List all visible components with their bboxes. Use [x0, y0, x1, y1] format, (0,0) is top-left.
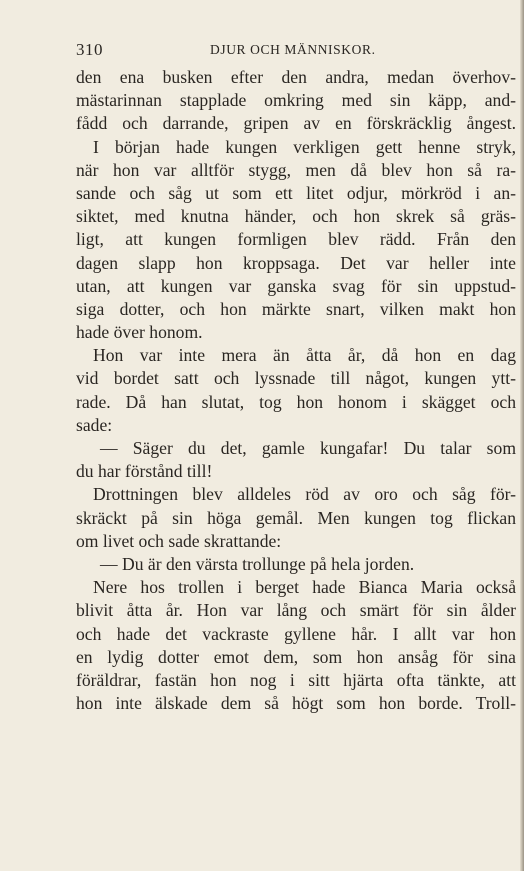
text-line: vid bordet satt och lyssnade till något, kungen ytt- [76, 368, 516, 389]
text-line: siktet, med knutna händer, och hon skrek så gräs- [76, 206, 516, 227]
text-line: en lydig dotter emot dem, som hon ansåg för sina [76, 646, 516, 667]
text-line: Hon var inte mera än åtta år, då hon en dag [93, 345, 516, 366]
text-line: — Säger du det, gamle kungafar! Du talar som [100, 438, 516, 458]
text-line: du har förstånd till! [76, 461, 213, 482]
text-line: I början hade kungen verkligen gett henne stryk, [93, 136, 516, 157]
text-line: hon inte älskade dem så högt som hon borde. Troll- [76, 693, 516, 714]
body-text [76, 66, 516, 715]
text-line: föräldrar, fastän hon nog i sitt hjärta ofta tänkte, att [76, 669, 516, 690]
page-edge [520, 0, 524, 871]
text-line: skräckt på sin höga gemål. Men kungen tog flickan [76, 507, 516, 528]
text-line: den ena busken efter den andra, medan överhov- [76, 67, 516, 87]
text-line: sade: [76, 414, 113, 435]
text-line: hade över honom. [76, 322, 203, 343]
text-line: om livet och sade skrattande: [76, 530, 282, 551]
text-line: — Du är den värsta trollunge på hela jorden. [100, 553, 415, 574]
text-line: Drottningen blev alldeles röd av oro och såg för- [93, 484, 516, 505]
text-line: och hade det vackraste gyllene hår. I allt var hon [76, 623, 516, 644]
text-line: när hon var alltför stygg, men då blev hon så ra- [76, 159, 516, 180]
page-number: 310 [76, 40, 103, 59]
running-title: DJUR OCH MÄNNISKOR. [210, 42, 376, 57]
text-line: fådd och darrande, gripen av en förskräcklig ångest. [76, 113, 516, 134]
text-line: utan, att kungen var ganska svag för sin uppstud- [76, 275, 516, 296]
text-line: Nere hos trollen i berget hade Bianca Maria också [93, 577, 516, 598]
page-header [76, 40, 516, 64]
text-line: rade. Då han slutat, tog hon honom i skägget och [76, 391, 516, 412]
text-line: blivit åtta år. Hon var lång och smärt för sin ålder [76, 600, 516, 621]
text-line: siga dotter, och hon märkte snart, vilken makt hon [76, 298, 516, 319]
text-line: sande och såg ut som ett litet odjur, mörkröd i an- [76, 182, 516, 203]
text-line: mästarinnan stapplade omkring med sin käpp, and- [76, 90, 516, 111]
text-line: dagen slapp hon kroppsaga. Det var heller inte [76, 252, 516, 273]
text-line: ligt, att kungen formligen blev rädd. Från den [76, 229, 516, 250]
